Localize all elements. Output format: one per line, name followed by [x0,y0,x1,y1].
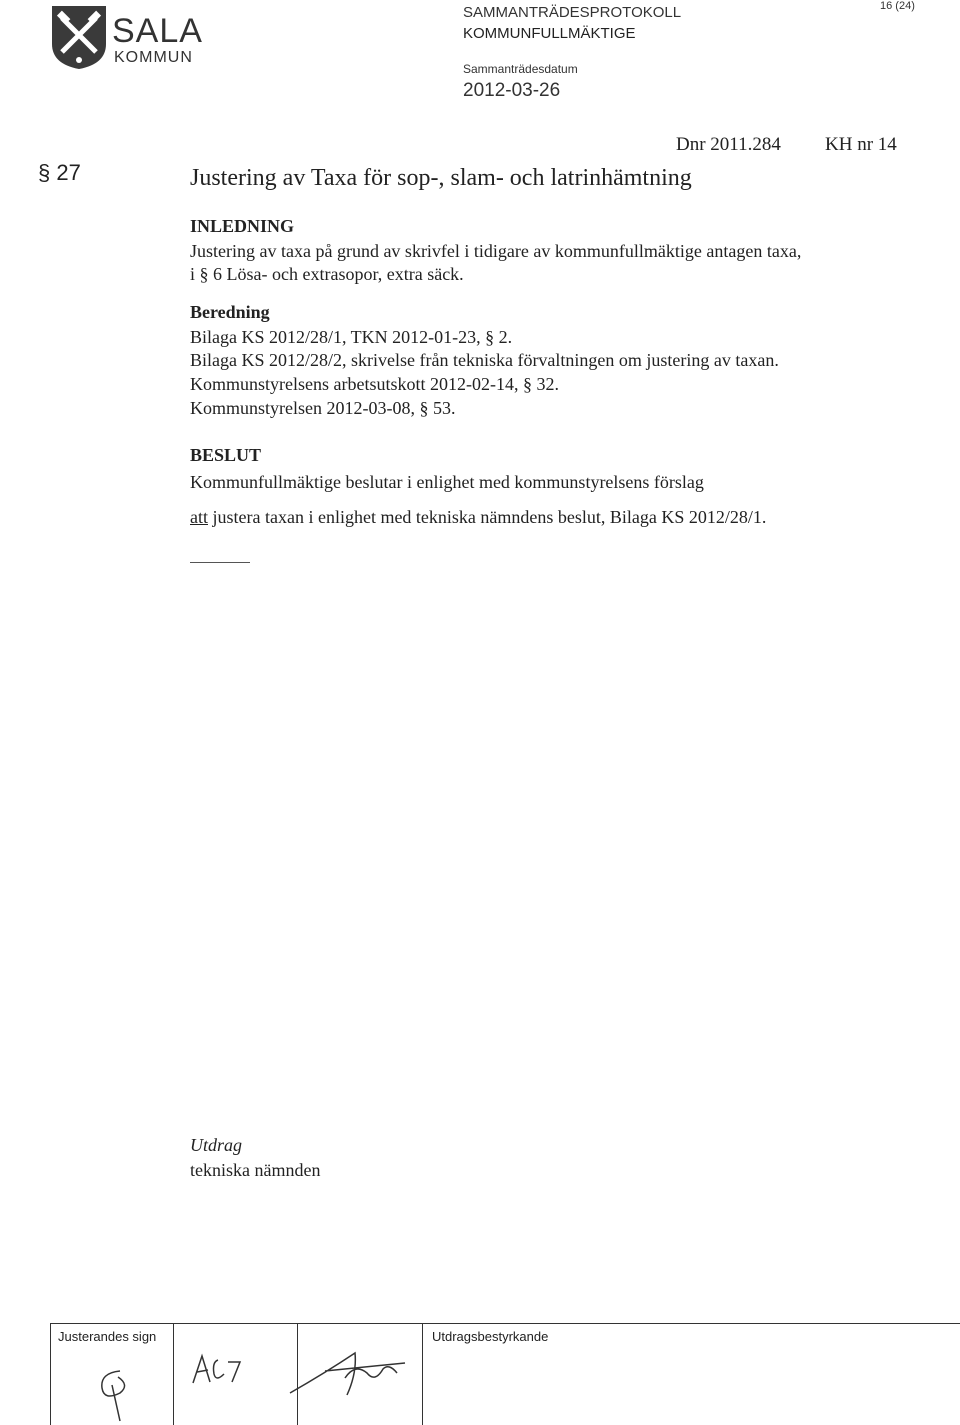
beredning-line: Kommunstyrelsens arbetsutskott 2012-02-14, § 32. [190,374,559,394]
beslut-heading: BESLUT [190,445,262,465]
body-name: KOMMUNFULLMÄKTIGE [463,25,636,42]
logo-wordmark: SALA [112,12,203,50]
signature-table [50,1323,960,1425]
sign-cell-2 [173,1323,174,1425]
att-keyword: att [190,507,208,527]
beslut-intro: Kommunfullmäktige beslutar i enlighet med kommunstyrelsens förslag [190,472,704,492]
crest-icon [50,4,108,70]
signature-2-icon [188,1348,258,1388]
kh-number: KH nr 14 [825,134,897,155]
meeting-date: 2012-03-26 [463,80,561,101]
table-top-border [50,1323,960,1324]
beredning-heading: Beredning [190,302,270,322]
signature-1-icon [90,1363,140,1423]
extract-recipient: tekniska nämnden [190,1160,321,1180]
beslut-decision [190,507,766,528]
beredning-line: Bilaga KS 2012/28/2, skrivelse från tekniska förvaltningen om justering av taxan. [190,350,779,370]
beredning-line: Bilaga KS 2012/28/1, TKN 2012-01-23, § 2. [190,327,513,347]
logo-subtitle: KOMMUN [114,49,193,66]
section-number: § 27 [38,160,81,185]
sign-cell-1 [50,1323,51,1425]
beredning-line: Kommunstyrelsen 2012-03-08, § 53. [190,398,456,418]
section-divider [190,562,250,563]
page-number: 16 (24) [880,0,915,12]
signature-label: Justerandes sign [58,1329,157,1344]
municipality-logo [50,4,350,72]
section-title: Justering av Taxa för sop-, slam- och latrinhämtning [190,165,692,191]
document-type: SAMMANTRÄDESPROTOKOLL [463,4,682,21]
case-number: Dnr 2011.284 [676,134,781,155]
extract-label: Utdrag [190,1135,243,1155]
extract-certification-label: Utdragsbestyrkande [432,1329,549,1344]
inledning-line: i § 6 Lösa- och extrasopor, extra säck. [190,264,464,284]
signature-3-icon [285,1333,425,1403]
inledning-line: Justering av taxa på grund av skrivfel i tidigare av kommunfullmäktige antagen taxa, [190,241,802,261]
meeting-date-label: Sammanträdesdatum [463,62,578,76]
inledning-heading: INLEDNING [190,216,295,236]
decision-text: justera taxan i enlighet med tekniska nämndens beslut, Bilaga KS 2012/28/1. [208,507,767,527]
